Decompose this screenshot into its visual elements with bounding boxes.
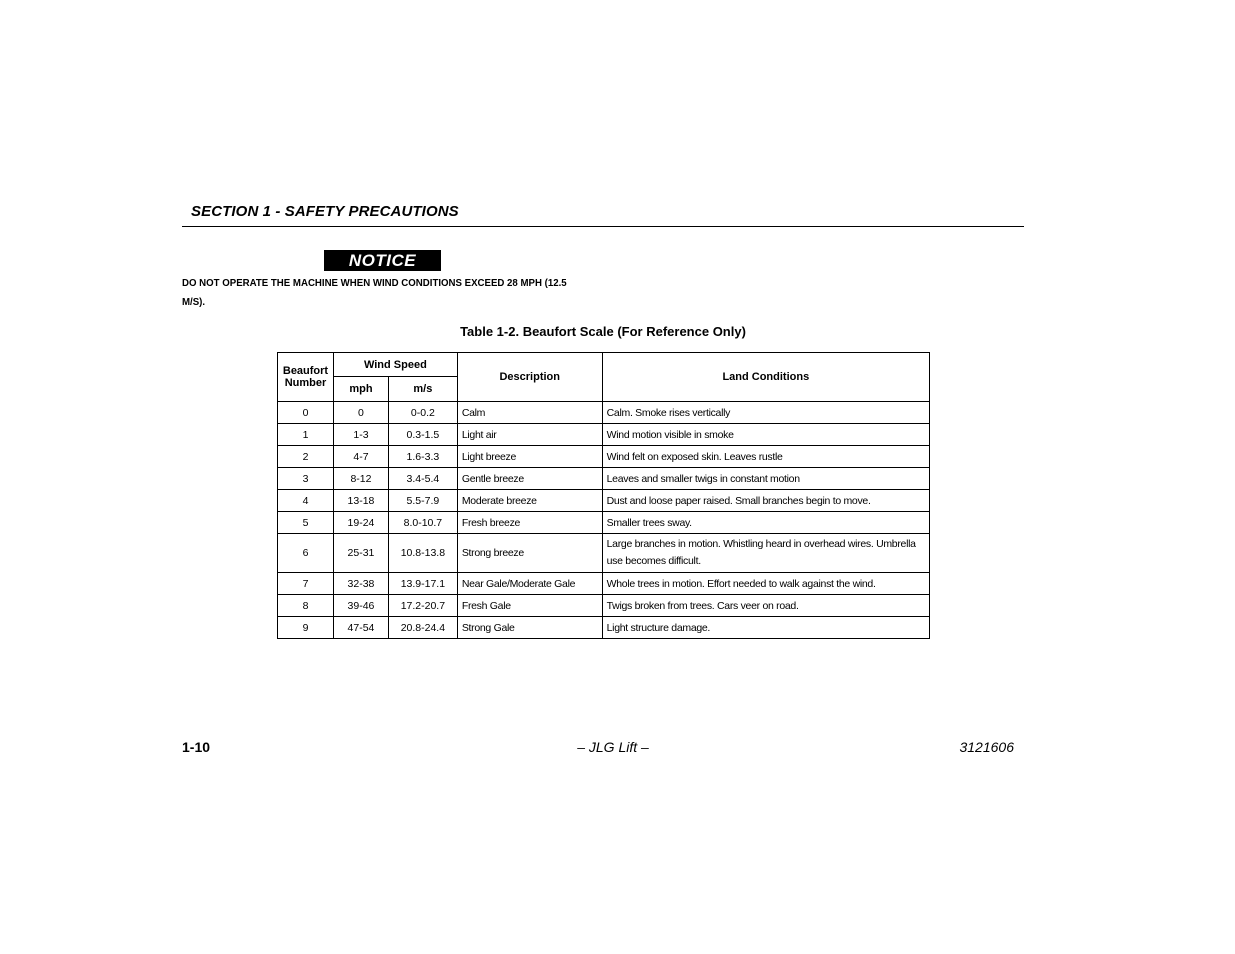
beaufort-number-cell: 1 — [278, 424, 334, 446]
description-cell: Strong Gale — [457, 617, 602, 639]
beaufort-number-cell: 5 — [278, 512, 334, 534]
conditions-cell: Wind felt on exposed skin. Leaves rustle — [602, 446, 929, 468]
header-mph: mph — [333, 377, 388, 402]
beaufort-number-cell: 2 — [278, 446, 334, 468]
mph-cell: 4-7 — [333, 446, 388, 468]
description-cell: Calm — [457, 402, 602, 424]
conditions-cell: Leaves and smaller twigs in constant motion — [602, 468, 929, 490]
table-row — [278, 490, 930, 512]
mph-cell: 25-31 — [333, 534, 388, 573]
description-cell: Fresh Gale — [457, 595, 602, 617]
table-row — [278, 446, 930, 468]
ms-cell: 13.9-17.1 — [388, 573, 457, 595]
table-caption: Table 1-2. Beaufort Scale (For Reference Only) — [460, 324, 746, 339]
description-cell: Gentle breeze — [457, 468, 602, 490]
ms-cell: 3.4-5.4 — [388, 468, 457, 490]
ms-cell: 8.0-10.7 — [388, 512, 457, 534]
header-beaufort-number: Beaufort Number — [278, 353, 334, 402]
description-cell: Fresh breeze — [457, 512, 602, 534]
description-cell: Near Gale/Moderate Gale — [457, 573, 602, 595]
mph-cell: 19-24 — [333, 512, 388, 534]
ms-cell: 20.8-24.4 — [388, 617, 457, 639]
page-number: 1-10 — [182, 739, 211, 755]
header-wind-speed: Wind Speed — [333, 353, 457, 377]
mph-cell: 47-54 — [333, 617, 388, 639]
document-number: 3121606 — [959, 739, 1014, 755]
conditions-cell: Dust and loose paper raised. Small branches begin to move. — [602, 490, 929, 512]
conditions-cell: Calm. Smoke rises vertically — [602, 402, 929, 424]
beaufort-number-cell: 6 — [278, 534, 334, 573]
mph-cell: 32-38 — [333, 573, 388, 595]
conditions-cell: Large branches in motion. Whistling heard in overhead wires. Umbrella use becomes difficult. — [602, 534, 929, 573]
table-row — [278, 617, 930, 639]
conditions-cell: Light structure damage. — [602, 617, 929, 639]
description-cell: Light air — [457, 424, 602, 446]
beaufort-number-cell: 4 — [278, 490, 334, 512]
ms-cell: 17.2-20.7 — [388, 595, 457, 617]
table-row — [278, 534, 930, 573]
description-cell: Moderate breeze — [457, 490, 602, 512]
conditions-cell: Twigs broken from trees. Cars veer on road. — [602, 595, 929, 617]
conditions-cell: Wind motion visible in smoke — [602, 424, 929, 446]
footer-publisher: – JLG Lift – — [577, 739, 649, 755]
conditions-cell: Smaller trees sway. — [602, 512, 929, 534]
ms-cell: 0.3-1.5 — [388, 424, 457, 446]
mph-cell: 13-18 — [333, 490, 388, 512]
table-row — [278, 512, 930, 534]
table-row — [278, 468, 930, 490]
notice-badge: NOTICE — [324, 250, 441, 271]
description-cell: Light breeze — [457, 446, 602, 468]
header-land-conditions: Land Conditions — [602, 353, 929, 402]
mph-cell: 8-12 — [333, 468, 388, 490]
beaufort-number-cell: 0 — [278, 402, 334, 424]
header-description: Description — [457, 353, 602, 402]
ms-cell: 5.5-7.9 — [388, 490, 457, 512]
table-row — [278, 424, 930, 446]
table-row — [278, 573, 930, 595]
table-row — [278, 595, 930, 617]
conditions-cell: Whole trees in motion. Effort needed to walk against the wind. — [602, 573, 929, 595]
ms-cell: 10.8-13.8 — [388, 534, 457, 573]
ms-cell: 0-0.2 — [388, 402, 457, 424]
section-title: SECTION 1 - SAFETY PRECAUTIONS — [191, 203, 459, 220]
mph-cell: 0 — [333, 402, 388, 424]
ms-cell: 1.6-3.3 — [388, 446, 457, 468]
beaufort-number-cell: 9 — [278, 617, 334, 639]
description-cell: Strong breeze — [457, 534, 602, 573]
beaufort-table — [277, 352, 930, 639]
notice-text: DO NOT OPERATE THE MACHINE WHEN WIND CONDITIONS EXCEED 28 MPH (12.5 M/S). — [182, 277, 567, 308]
beaufort-number-cell: 7 — [278, 573, 334, 595]
beaufort-number-cell: 3 — [278, 468, 334, 490]
mph-cell: 1-3 — [333, 424, 388, 446]
table-row — [278, 402, 930, 424]
header-ms: m/s — [388, 377, 457, 402]
header-divider — [182, 226, 1024, 227]
mph-cell: 39-46 — [333, 595, 388, 617]
beaufort-number-cell: 8 — [278, 595, 334, 617]
